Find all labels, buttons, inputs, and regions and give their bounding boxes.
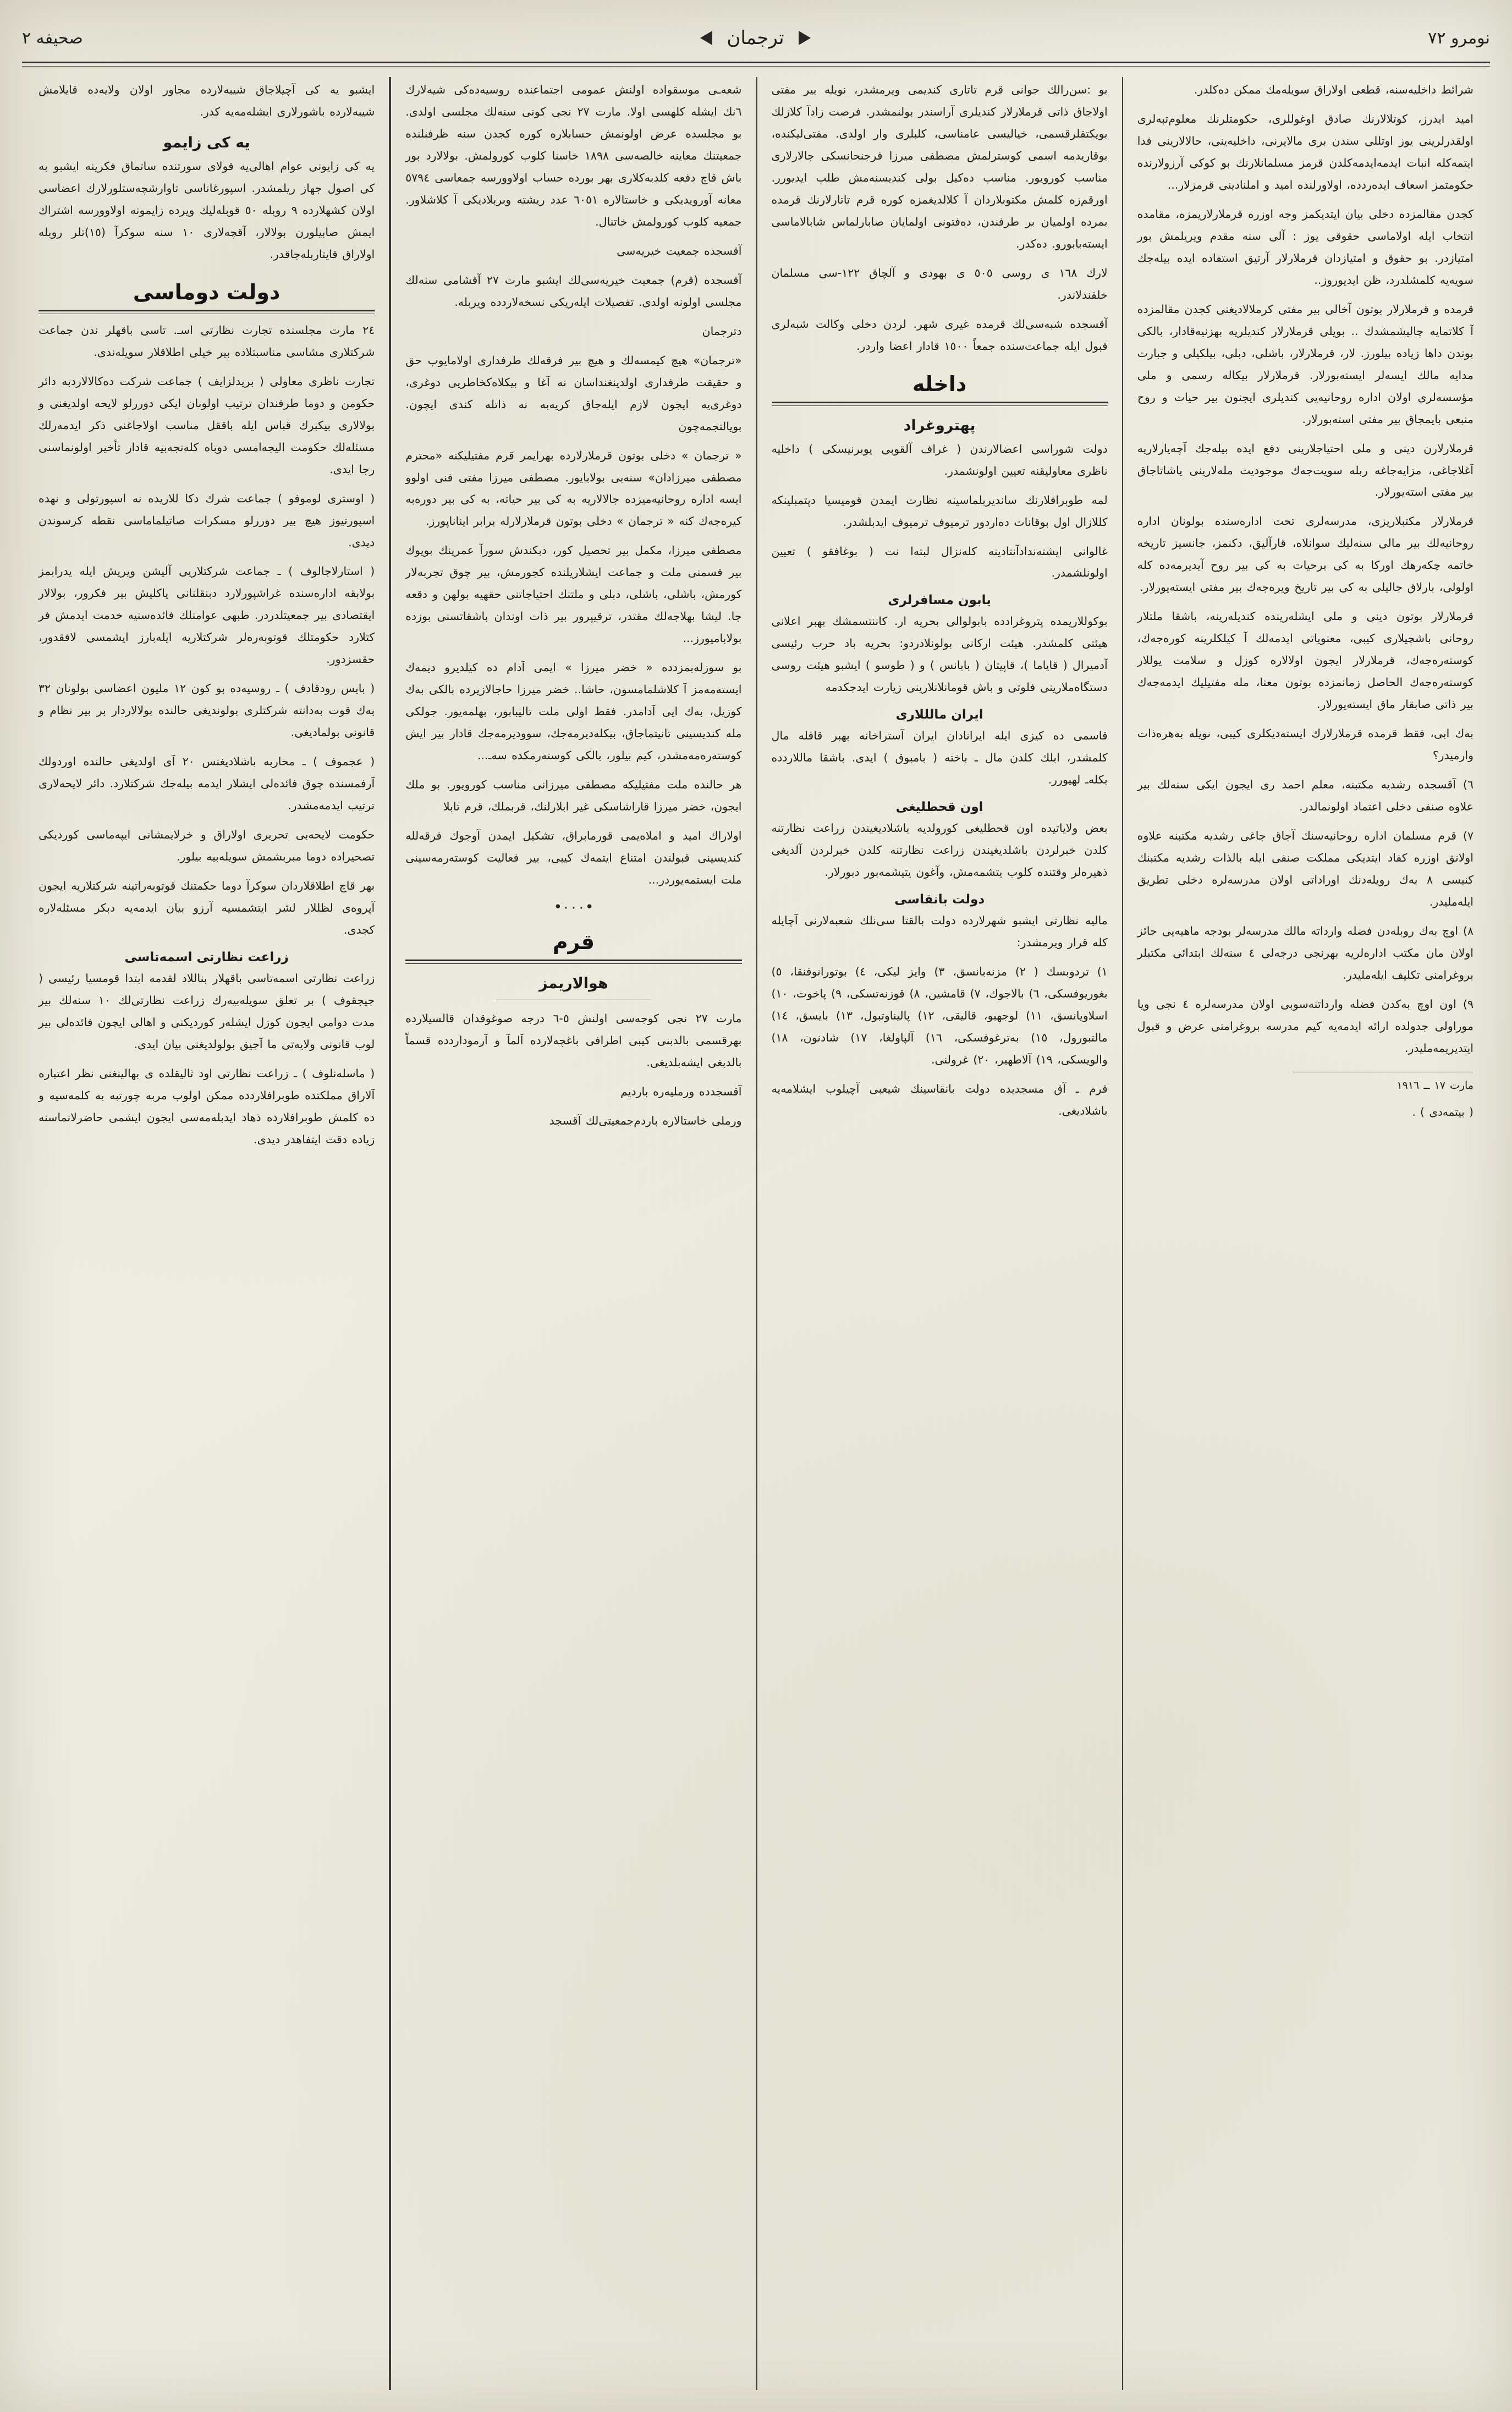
subsection-heading: پهتروغراد xyxy=(903,416,976,434)
body-paragraph: بو سوزله‌بمزدده « خضر میرزا » ایمی آدام ده كیلدیرو دیمه‌ك ایسته‌مه‌مز آ كلاشلمامسون، حاشا.. خضر میرزا حاجالازیرده بالكی به‌ك كوزیل، به‌ك ایی آدامدر. فقط اولی ملت تالیبابور، بهلمه‌یور. جولكی مله كندیسینی تانیتماجاق، بیكله‌دیرمه‌جك، سوودیرمه‌جك قادار بیر ایش كوسته‌ره‌مه‌مشدر، كیم بیلور، بالكی كوسته‌رمكده سه‌ـ... xyxy=(405,661,742,763)
heading-rule xyxy=(39,310,375,314)
body-paragraph: ایشبو یه كی آچیلاجاق شیبه‌لارده مجاور اولان ولایه‌ده قایلامش شیبه‌لارده باشورلاری ایشله‌مه‌یه كدر. xyxy=(39,83,375,118)
ornament-divider: •٠٠٠• xyxy=(553,898,594,916)
body-paragraph: ٧) قرم مسلمان اداره روحانیه‌سنك آجاق جاغی رشدیه مكتبنه علاوه اولانق اوزره كفاد ایتدیكی مملكت صنفی ایله بالذات رشدیه مكتبنك كنیسی ٨ به‌ك رویله‌دنك اوراداتی اولان مدرسه‌لره دخلی تطریق ایله‌ملیدر. xyxy=(1137,829,1473,908)
minor-heading: اون قحطلیغی xyxy=(895,800,983,815)
body-paragraph: كجدن مقالمزده دخلی بیان ایتدیكمز وجه اوزره قرملارلاریمزه، مقامده انتخاب ایله اولاماسی حقوقی یوز : آلی سنه مقدم ویریلمش بور امتیازدر. بو حقوق و امتیازدان قرملارلار آرتیق استفاده ایده بیله‌جك سویه‌یه كلمشلدرد، ظن ایدیوروز.. xyxy=(1137,207,1473,287)
body-paragraph: غالوانی ایشته‌ندادآنتادینه كله‌نزال لبته‌ا نت ( بوغافقو ) تعیین اولونلشمدر. xyxy=(771,544,1108,580)
ornament-triangle-left-icon xyxy=(799,31,811,45)
body-paragraph: اولاراك امید و املاه‌یمی قورمابراق، تشكیل ایمدن آوجوك فرقه‌لله كندیسینی قبولندن امتناع ایتمه‌ك كیبی، بیر فعالیت كوسته‌رمه‌سینی ملت ایستمه‌یوردر... xyxy=(405,829,742,886)
body-paragraph: قاسمی ده كیزی ایله ایرانادان ایران آستراخانه بهبر قافله مال كلمشدر، ابلك كلدن مال ـ باخته ( بامبوق ) ایدی. باشقا ماللاردده بكله‌ـ لهیورر. xyxy=(771,729,1108,787)
body-paragraph: قرملارلارن دینی و ملی احتیاجلارینی دفع ایده بیله‌جك آچه‌یارلاریه آغلاجاغی، مزایه‌جاغه ربله سویت‌جه‌ك موجودیت مله‌لارینی یاشاتاجاق بیر مفتی استه‌یورلار. xyxy=(1137,441,1473,499)
heading-rule xyxy=(405,960,741,964)
body-paragraph: آقسجده شبه‌سی‌لك قرمده غیری شهر. لردن دخلی وكالت شبه‌لری قبول ایله جماعت‌سنده جمعاً ١٥٠٠ قادار اعضا واردر. xyxy=(771,317,1108,353)
section-heading: دولت دوماسی xyxy=(133,279,281,304)
minor-heading: زراعت نظارتی اسمه‌تاسی xyxy=(124,950,289,964)
header-rule-thick xyxy=(22,62,1490,63)
body-paragraph: ( بایس رودقادف ) ـ روسیه‌ده بو كون ١٢ ملیون اعضاسی بولونان ٣٢ به‌ك قوت به‌دانته شركتلری بولوندیغی حالنده بولالاردار بر بیر نظام و قانونی بولمادیغی. xyxy=(39,682,375,739)
body-paragraph: ٦) آقسجده رشدیه مكتبنه، معلم احمد ری ایجون ایكی سنه‌لك بیر علاوه صنفی دخلی اعتماد اولونمالدر. xyxy=(1137,778,1473,814)
issue-number: نومرو ٧٢ xyxy=(1428,28,1490,48)
section-heading: داخله xyxy=(912,371,967,396)
body-paragraph: مالیه نظارتی ایشبو شهرلارده دولت بالقتا سی‌نلك شعبه‌لارنی آچایله كله قرار ویرمشدر: xyxy=(771,914,1108,950)
column-2 xyxy=(756,77,1122,2390)
body-paragraph: بو :سن‌رالك جوانی قرم تاتاری كندیمی ویرمشدر، نویله بیر مفتی اولاجاق ذاتی قرملارلار كندیلری آراسندر بولنمشدر. فرصت زادآ كلازلك بویكتقلرقسمی، خیالیسی عامناسی، كلبلری وار اولدی. مفتی‌لیكنده، بوقاریدمه اسمی كوسترلمش مصطفی میرزا فرجنحانسكی جالارلاری مناسب كورویور. مناسب ده‌كیل بولی كندیسنه‌مش طلب ایدیورر. اورقم‌زه كلمش مكتوبلاردان آ كلالدیغمزه كوره قرم تاتارلارنك قرمده بمرده اولمیان بر طرفندن، ده‌فتونی اولمایان صابارلماس شابالاماسی ایسته‌بابورو. ده‌كدر. xyxy=(771,83,1108,250)
ornament-triangle-right-icon xyxy=(700,31,712,45)
body-paragraph: قرمده و قرملارلار بوتون آخالی بیر مفتی كرملالادیغنی كجدن مقالمزده آ كلاتمایه چالیشمشدك .. بویلی قرملارلار كندیلریه بهزنیه‌قادار، بالكی بوندن داها زیاده بیلورز. لار، قرملارلار، باشلی، دبلی، بیلكیلی و جبارت مدایه مالك ایسه‌لر ایسته‌بورلار. قرملارلار بیكاله رسمی و ملی مؤسسه‌لری اولان اداره روحانیه‌یی كندیلری ایجنون بیر حیات و روح منبعی بایمجاق بیر مفتی استه‌بورلار. xyxy=(1137,302,1473,426)
body-paragraph: مارت ٢٧ نجی كوجه‌سی اولنش ٥-٦ درجه صوغوقدان قالسیلارده بهرقسمی بالدبنی كیبی اطرافی باغچه‌لارده آلمآ و آرموداردده قسماً بالدبغی ایشه‌بلدیغی. xyxy=(405,1011,742,1069)
body-paragraph: ٩) اون اوچ به‌كدن فضله وارداتنه‌سوبی اولان مدرسه‌لره ٤ نجی ویا موراولی جدولده ارائه ایدمه‌یه كیم مدرسه بروغرامنی عرض و قبول ایتدیریمه‌ملیدر. xyxy=(1137,997,1473,1055)
body-paragraph: ٨) اوچ به‌ك روبله‌دن فضله وارداته مالك مدرسه‌لر بودجه ماهیه‌یی حائز اولان مان مكتب اداره‌لریه بهرنجی درجه‌لی ٤ سنه‌لك ابتدائی مكتبلر بروغرامنی تكلیف ایله‌ملیدر. xyxy=(1137,924,1473,982)
article-columns xyxy=(24,77,1488,2390)
body-paragraph: قرملارلار مكتبلاریزی، مدرسه‌لری تحت اداره‌سنده بولونان اداره روحانیه‌لك بیر مالی سنه‌لیك سوانلاه، قارآلیق، دكنمز، جانسیز تاریخه خاتمه چكه‌رهك اوركا به كی برحیات به كی بیر روح آیدیرمه‌ده كله اولولی، بارلاق جالیلی به كی بیر تاریخ ویره‌جه‌ك بیر مفتی ایسته‌یورلار. xyxy=(1137,514,1473,594)
page-number: صحیفه ٢ xyxy=(22,28,83,48)
body-paragraph: دولت شورا‌سی اعضالارندن ( غراف آلقوبی یوبرنیسكی ) داخلیه ناظری معاولیقنه تعیین اولونشمدر. xyxy=(771,442,1108,478)
masthead-title-group xyxy=(700,27,810,49)
body-paragraph: شعه‌ـی موسقواده اولنش عمومی اجتماعنده روسیه‌ده‌كی شیه‌لارك ٦‌نك ایشله كلهسی اولا. مارت ٢٧ نجی كونی سنه‌لك مجلسی اولدی. بو مجلسده عرض اولونمش حسابلاره كوره كجدن سنه ظرفنلنده جمعیتنك معاینه خالصه‌سی ١٨٩٨ خاسنا كلوب كورولمش. بولالارد بور باش قاچ دفعه كلدبه‌كلاری بهر بورده حساب اولاوورسه جمعاسی ٥٧٩٤ معانه آورویدیكی و خاستالاره ٦٠٥١ عدد ریشته وبربلادیكی آ كلاشلاور. جمعیه كلوب كورولمش خاتنال. xyxy=(405,83,742,228)
header-rule-thin xyxy=(22,66,1490,67)
section-heading: قرم xyxy=(552,929,595,954)
body-paragraph: لارك ١٦٨ ی روسی ٥٠٥ ی بهودی و آلچاق ١٢٢-سی مسلمان خلقندلاندر. xyxy=(771,266,1108,302)
body-paragraph: لمه طوبرافلارنك ساندیربلماسینه نظارت ایمدن قومیسیا دپتمبلینكه كللازال اول بوقانات ده‌اردور ترمیوف ترمیوف ایدبلشدر. xyxy=(771,493,1108,529)
column-3 xyxy=(390,77,756,2390)
body-paragraph: حكومت لایحه‌بی تحریری اولاراق و خرلایمشانی ایپه‌ماسی كوردیكی تصحیراده دوما مبربشمش سویله‌بیه بیلور. xyxy=(39,828,375,864)
body-paragraph: بهر قاچ اطلاقلاردان سوكرآ دوما حكمتنك قوتوبه‌راتینه شركتلاریه ایجون آپروه‌ی لظللار لشر ایتشمسیه آرزو بیان ایدمه‌یه دبكر مسئله‌لاره كجدی. xyxy=(39,879,375,936)
subsection-heading: یه كی زایمو xyxy=(163,134,250,151)
body-paragraph: تجارت ناظری معاولی ( بریدلزایف ) جماعت شركت ده‌كالالاردبه دائر حكومن و دوما طرفندان ترتیب اولونان ایكی دوررلو لایحه اولدیغنی و بولالاری بیكبرك قباس ایله باققل مناسب اولاجاغنی ذكر ایدمه‌رلك مسئله‌لك حكومت الیجه‌امسی دوباه كله‌نجه‌بیه قادار تأخیر اولونماسنی رجا ایدی. xyxy=(39,374,375,476)
body-paragraph: قرم ـ آق مسجدیده دولت بانقاسینك شیعبی آچیلوب ایشلامه‌یه باشلادیغی. xyxy=(771,1082,1108,1117)
body-paragraph: زراعت نظارتی اسمه‌تاسی باقهلار بناللاد لقدمه ابتدا قومسیا رئیسی ( جیجقوف ) بر تعلق سویله‌بیه‌رك زراعت نظارتی‌لك ١٠ سنه‌لك بیر مدت دوامی ایجون كوزل ایشله‌ر كوردیكنی و اهالی ایچون فائده‌لی بیر لوب قانونی ولایه‌تی ما آجیق بولولدیغنی بیان ایدی. xyxy=(39,971,375,1051)
body-paragraph: بوكوللاریمده پتروغرادده بابولوالی بحریه ار. كاننتسمشك بهبر اعلانی هیئتی كلمشدر. هیئت اركانی بولونلادردو: بحریه باد حرب رئیسی آدمیرال ( قایاما )، قاپیتان ( بابانس ) و ( طوسو ) ایشبو هیئت روسی دستگاه‌ملارینی فلوتی و باش قومانلانلارینی زیارت ایدجكدمه xyxy=(771,615,1108,694)
body-paragraph: آقسجدده ورملیه‌ره باردیم xyxy=(620,1084,742,1098)
minor-heading: ایران مالللاری xyxy=(895,708,983,722)
body-paragraph: مصطفی میرزا، مكمل بیر تحصیل كور، دبكندش سورآ عمرینك بویوك بیر قسمنی ملت و جماعت ایشلاریلنده كجورمش، بیر چوق تجربه‌لار كورمش، باشلی، باشلی، دبلی و ملتنك احتیاجاتنی حقهیه بولهن و دقعه جا. لیشا بهلاجه‌لك مقتدر، ترقیپرور بیر ذات اوندان باشقاتسنی بوزده بولابامیورز... xyxy=(405,544,742,645)
body-paragraph: آقسجده جمعیت خیریه‌سی xyxy=(617,244,742,257)
body-paragraph: ( ماسله‌نلوف ) ـ زراعت نظارتی اود ثالیقلده ی بهالینغنی نظر اعتباره آلاراق مملكتده طوبرافلاردده ممكن اولوب مربه چورتبه به كلمه‌سیه و ده كلمش طوبرافلارده ذهاد ایدبله‌مه‌سی ایجون ایشمی حاضرلانماسنه زیاده دقت ایتفاهدر دیدی. xyxy=(39,1066,375,1146)
publication-title: ترجمان xyxy=(727,27,784,49)
continuation-note: ( بیتمه‌دی ) . xyxy=(1412,1105,1473,1119)
subsection-heading: هوالاریمز xyxy=(539,974,608,992)
body-paragraph: دترجمان xyxy=(702,324,742,338)
body-paragraph: ( اوستری لوموفو ) جماعت شرك دكا للاریده نه اسپورتولی و نهده اسپورتیوز هیچ بیر دوررلو مسكرات صاتیلماماسی نقطه كرسوندن دیدی. xyxy=(39,491,375,549)
minor-heading: دولت بانقاسی xyxy=(894,892,985,907)
body-paragraph: آقسجده (قرم) جمعیت خیریه‌سی‌لك ایشبو مارت ٢٧ آقشامی سنه‌لك مجلسی اولونه اولدی. تفصیلات ایله‌ریكی نسخه‌لاردده ویربله. xyxy=(405,273,742,309)
masthead xyxy=(22,19,1490,57)
body-paragraph: قرملارلار بوتون دینی و ملی ایشله‌رینده كندیله‌رینه، باشقا ملتلار روحانی باشچیلاری كیبی، معنویاتی ایدمه‌لك آ كیلكلرینه كوره‌جه‌ك، كوسته‌ره‌جه‌ك، قرملارلار ایجون اولالاره كوزل و سلامت یوللار كوسته‌ره‌جه‌ك الحاصل زمانمزده بوتون معنا، مله مفتیلیك ایدمه‌جه‌ك بیر ذاتی صابقار ماق ایسته‌یورلار. xyxy=(1137,610,1473,711)
body-paragraph: ( استارلاجالوف ) ـ جماعت شركتلاریی آلیشن ویریش ایله یدرابمز بولابقه اداره‌سنده غراشپورلارد دبنقلنانی یاكلیش بیر فكرور، بولالار ایقتصادی بیر جمعیتلدردر. طبهی عوامنلك فائده‌سنیه خدمت ایدمش فر كتلارد حكومتلك قوتوبه‌ره‌لر شركتلاریه ایله‌بارز ایشمسی لافقدور، حقسزدور. xyxy=(39,564,375,666)
minor-heading: یابون مسافرلری xyxy=(888,593,991,608)
body-paragraph: به‌ك ابی، فقط قرمده قرملارلارك ایسته‌دیكلری كیبی، نویله به‌هره‌ذات وارمیدر؟ xyxy=(1137,727,1473,763)
body-paragraph: هر حالنده ملت مفتیلیكه مصطفی میرزانی مناسب كورویور. بو ملك ایجون، خضر میرزا قاراشاسكی غیر ابلارلنك، قربملك، قرم تابلا xyxy=(405,778,742,814)
body-paragraph: ١) تردوبسك ( ٢) مزنه‌بانسق، ٣) وایز لیكی، ٤) بوتورانوفنقا، ٥) بغوریوفسكی، ٦) بالاجوك، ٧) قامشین، ٨) قوزنه‌تسكی، ٩) پاخوت، ١٠) اسلاویانسق، ١١) لوجهبو، قالیقی، ١٢) پالیناوتبول، ١٣) بایسق، ١٤) مالتبورول، ١٥) به‌ترغوفسكی، ١٦) آلپاولغا، ١٧) شادنون، ١٨) والویسكی، ١٩) آلاطهیر، ٢٠) غرولنی. xyxy=(771,965,1108,1066)
heading-rule xyxy=(772,402,1108,406)
body-paragraph: « ترجمان » دخلی بوتون قرملارلارده بهرایمر قرم مفتیلیكنه «محترم مصطفی میرزادان» سنه‌بی بولابایور. مصطفی میرزا مفتی ‌فنی اولوو ایسه اداره روحانیه‌میزده جالالاریه به كی بیر حیاته، به كی بیر دوره‌به كیره‌جه‌ك كنه « ترجمان » دخلی بوتون قرملارلارله برابر ایناناپورز. xyxy=(405,448,742,528)
body-paragraph: بعض ولایاتیده اون قحطلیغی كورولدیه باشلادیغیندن زراعت نظارتنه كلدن خبرلردن باشلدیغیندن زراعت نظارتنه كلدن خبرلردن آلدیغی ذهیره‌لر وقتنده كلوب یتشمه‌مش، وآغون یتیشمه‌بور دبورلار. xyxy=(771,821,1108,879)
body-paragraph: شرائط داخلیه‌سنه، قطعی اولاراق سویله‌مك ممكن ده‌كلدر. xyxy=(1194,83,1473,96)
body-paragraph: امید ایدرز، كوتلالارنك صادق اوغوللری، حكومتلرنك معلوم‌تبه‌لری اولقدرلرینی یوز اوتللی سندن بری مالایرنی، داخلیه‌ینی، حالالارینی فدا ایتمه‌كله انبات ایدمه‌ایدمه‌كلدن قرمز مسلمانلارنك بو كوكی آرزولارنده حكومتمز اسعاف ایده‌ردده، اولاورلنده امید و املنادینی قرمزلار... xyxy=(1137,112,1473,191)
body-paragraph: یه كی زایونی عوام اهالی‌یه قولای سورتنده ساتماق فكرینه ایشبو به كی اصول جهاز ریلمشدر. اسپورغاناسی تاوارشچه‌ستلورلارك اعضاسی اولان كشهلارده ٩ روبله ٥٠ قوبله‌لیك ویرده زایمونه اولاوورسه اشتراك ایمش صابیلورن بولالار، آقچه‌لاری ١٠ سنه سوكرآ (١٥)تلر روبله اولاراق قایتاربله‌جاقدر. xyxy=(39,159,375,261)
column-4 xyxy=(24,77,390,2390)
body-paragraph: ورملی خاستالاره باردم‌جمعیتی‌لك آقسجد xyxy=(549,1114,742,1127)
column-1 xyxy=(1122,77,1488,2390)
body-paragraph: ( عجموف ) ـ محاربه باشلادیغنس ٢٠ آی اولدیغی حالنده اوردولك آرفمسنده چوق فائده‌لی ایشلار ایدمه بیله‌جك شركتلارد. دائر لایحه‌لاری ترتیب ایدمه‌مشدر. xyxy=(39,755,375,813)
body-paragraph: «ترجمان» هیچ كیمسه‌لك و هیچ بیر فرقه‌لك طرفداری اولامایوب حق و حقیقت طرفداری اولدینغنداسان نه آغا و بیكلاه‌كخاطریی دوغری، دوغری‌یه ایجون لازم ایله‌جاق كریه‌به نه ذاتله كندی ایچون. بویالتجمه‌چون xyxy=(405,353,742,433)
article-datestamp: مارت ١٧ ــ ١٩١٦ xyxy=(1292,1072,1473,1096)
body-paragraph: ٢٤ مارت مجلسنده تجارت نظارتی اسـ. تاسی باقهلر ندن جماعت شركتلاری مشاسی مناسبتلاده بیر خیلی اطلاقلار سویله‌ندی. xyxy=(39,323,375,359)
